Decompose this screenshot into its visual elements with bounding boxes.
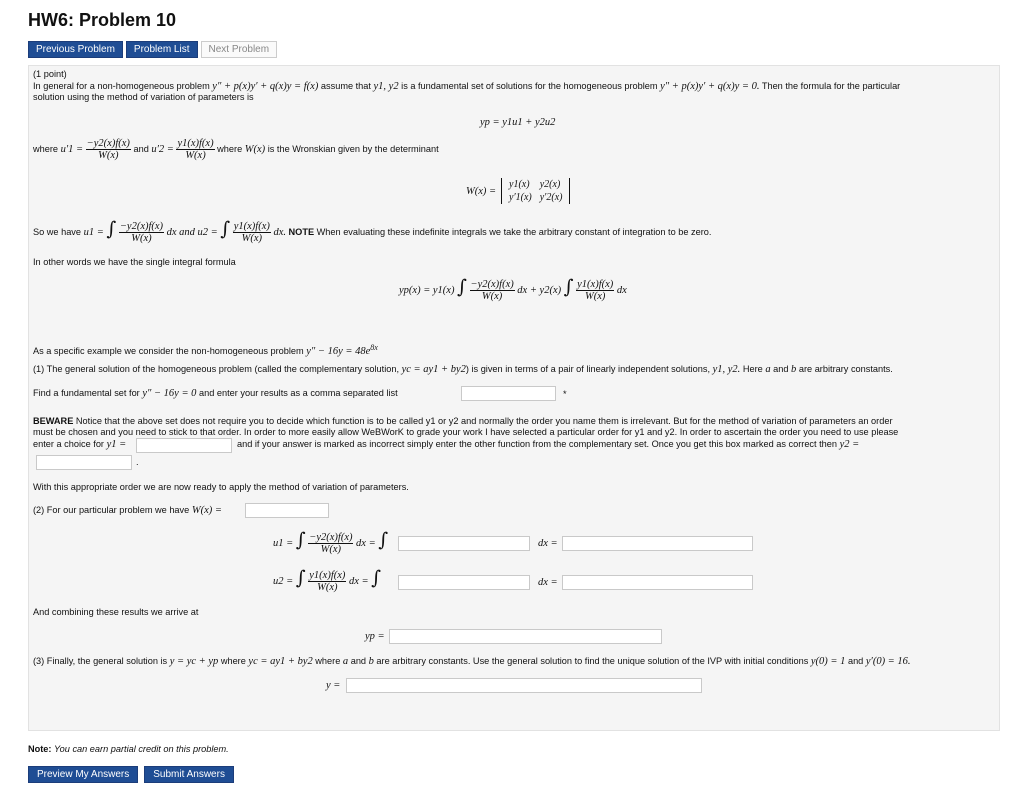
preview-answers-button[interactable]: Preview My Answers — [28, 766, 138, 783]
page-title: HW6: Problem 10 — [28, 10, 177, 30]
nonhom-equation: y″ + p(x)y′ + q(x)y = f(x) — [212, 81, 319, 92]
u2-integrand-input[interactable] — [398, 575, 530, 590]
previous-problem-button[interactable]: Previous Problem — [28, 41, 123, 58]
y-label: y = — [326, 680, 341, 691]
wronskian-label: W(x) = — [466, 186, 497, 197]
beware-line-3: enter a choice for y1 = — [33, 439, 127, 450]
required-asterisk: * — [563, 389, 567, 399]
combining-text: And combining these results we arrive at — [33, 607, 199, 617]
integral-definitions: So we have u1 = ∫ $\frac{-y2(x)f(x)}{W(x)}$ dx and u2 = ∫ $\frac{y1(x)f(x)}{W(x)}$ dx. NOTE When evaluating these indefinite integrals we take the arbitrary constant of integration to be zero. — [33, 217, 712, 244]
problem-list-button[interactable]: Problem List — [126, 41, 198, 58]
integral-sign: ∫ — [220, 217, 231, 240]
u2-integral-row: u2 = ∫ $\frac{y1(x)f(x)}{W(x)}$ dx = ∫ — [273, 566, 382, 593]
y-solution-input[interactable] — [346, 678, 702, 693]
next-problem-button[interactable]: Next Problem — [201, 41, 278, 58]
u1-prime-fraction: $\frac{-y2(x)f(x)}{W(x)}$ — [86, 138, 130, 161]
ready-text: With this appropriate order we are now ready to apply the method of variation of parameters. — [33, 482, 409, 492]
beware-line-3b: and if your answer is marked as incorrect simply enter the other function from the complementary set. Once you get this box marked as correct then y2 = — [237, 439, 860, 450]
period: . — [136, 457, 139, 467]
beware-line-2: must be chosen and you need to stick to that order. In order to more easily allow WeBWorK to grade your work I have selected a particular order for y1 and y2. In order to ascertain the order you need to use please — [33, 427, 899, 437]
part1-text: (1) The general solution of the homogeneous problem (called the complementary solution, yc = ay1 + by2) is given in terms of a pair of linearly independent solutions, y1, y2. Here a and b are arbitrary constants. — [33, 364, 893, 375]
yp-input[interactable] — [389, 629, 662, 644]
u1-integrand-input[interactable] — [398, 536, 530, 551]
integral-sign: ∫ — [106, 217, 117, 240]
submit-answers-button[interactable]: Submit Answers — [144, 766, 234, 783]
yp-label: yp = — [365, 631, 385, 642]
partial-credit-note: Note: You can earn partial credit on this problem. — [28, 744, 229, 754]
beware-line-1: BEWARE Notice that the above set does not require you to decide which function is to be called y1 or y2 and normally the order you name them is irrelevant. But for the method of variation of parameters an order — [33, 416, 893, 426]
example-text: As a specific example we consider the non-homogeneous problem $y'' - 16y = 48e^{8x}$ — [33, 343, 378, 358]
find-set-text: Find a fundamental set for y″ − 16y = 0 and enter your results as a comma separated list — [33, 388, 398, 399]
u1-result-input[interactable] — [562, 536, 753, 551]
single-integral-formula: yp(x) = y1(x) ∫ $\frac{-y2(x)f(x)}{W(x)}$ dx + y2(x) ∫ $\frac{y1(x)f(x)}{W(x)}$ dx — [399, 275, 627, 302]
intro-line-1: In general for a non-homogeneous problem y″ + p(x)y′ + q(x)y = f(x) assume that y1, y2 is a fundamental set of solutions for the homogeneous problem y″ + p(x)y′ + q(x)y = 0. Then the formula for the particular — [33, 81, 901, 92]
part3-text: (3) Finally, the general solution is y = yc + yp where yc = ay1 + by2 where a and b are arbitrary constants. Use the general solution to find the unique solution of the IVP with initial conditions y(0) = 1 and y′(0) = 16. — [33, 656, 911, 667]
hom-equation: y″ + p(x)y′ + q(x)y = 0. — [660, 81, 760, 92]
wronskian-input[interactable] — [245, 503, 329, 518]
part2-text: (2) For our particular problem we have W(x) = — [33, 505, 222, 516]
u2-dx-label: dx = — [538, 577, 558, 588]
intro-line-2: solution using the method of variation of parameters is — [33, 92, 254, 102]
wronskian-determinant: y1(x) y2(x) y′1(x) y′2(x) — [501, 178, 570, 204]
y2-input[interactable] — [36, 455, 132, 470]
fundamental-set-input[interactable] — [461, 386, 556, 401]
u-prime-definitions: where u′1 = $\frac{-y2(x)f(x)}{W(x)}$ and u′2 = $\frac{y1(x)f(x)}{W(x)}$ where W(x) is the Wronskian given by the determinant — [33, 138, 439, 161]
u2-prime-fraction: $\frac{y1(x)f(x)}{W(x)}$ — [177, 138, 214, 161]
problem-nav — [28, 41, 277, 58]
u1-dx-label: dx = — [538, 538, 558, 549]
problem-panel — [28, 65, 1000, 731]
yp-formula: yp = y1u1 + y2u2 — [480, 117, 556, 128]
u1-integral-row: u1 = ∫ $\frac{-y2(x)f(x)}{W(x)}$ dx = ∫ — [273, 528, 389, 555]
u2-result-input[interactable] — [562, 575, 753, 590]
y1-input[interactable] — [136, 438, 232, 453]
answer-buttons — [28, 766, 234, 783]
points-label: (1 point) — [33, 69, 67, 79]
single-formula-text: In other words we have the single integral formula — [33, 257, 236, 267]
